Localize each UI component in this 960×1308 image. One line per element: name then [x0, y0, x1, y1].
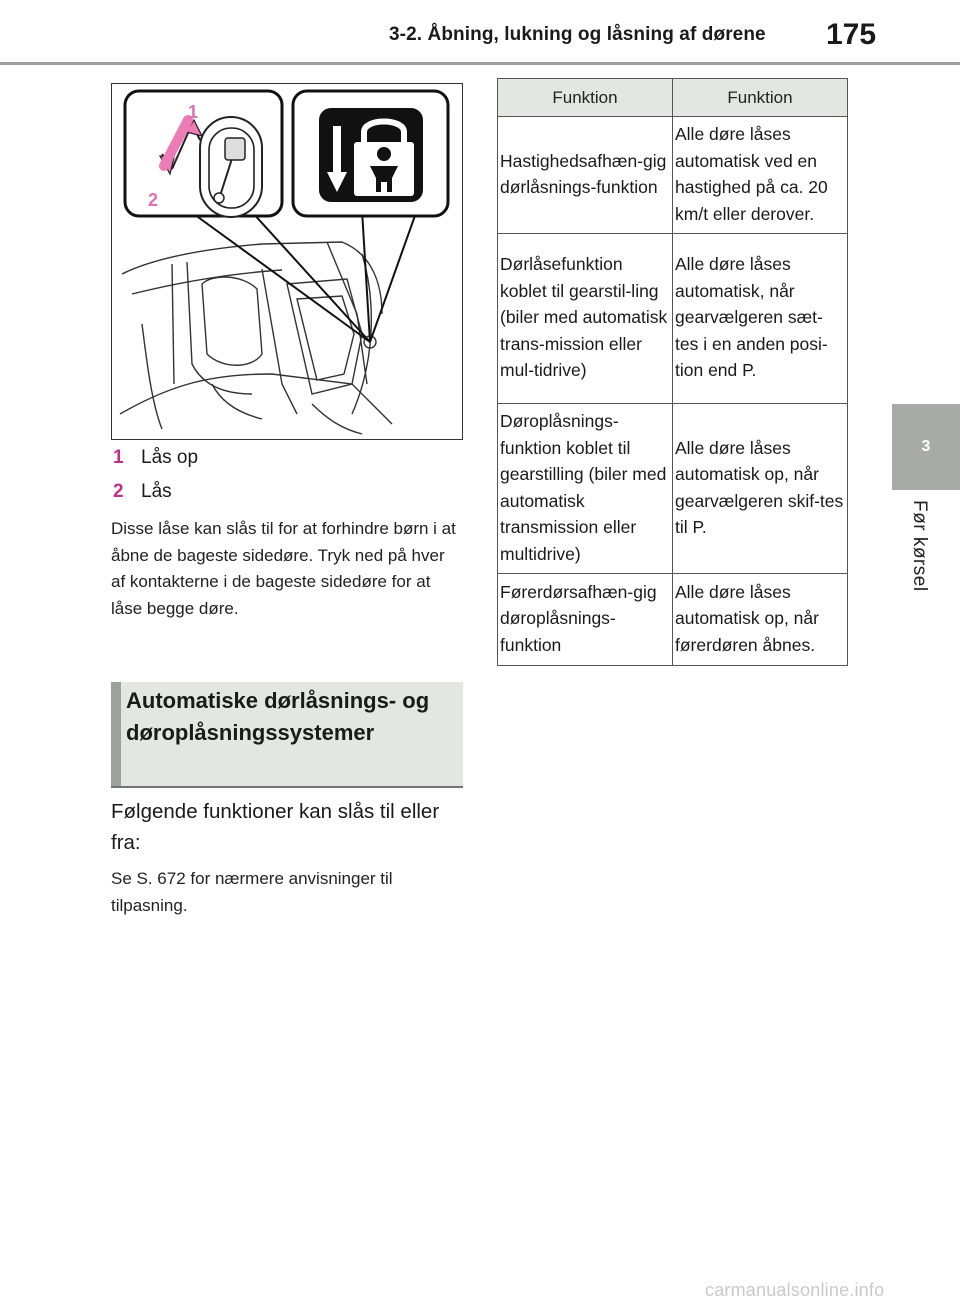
child-lock-illustration	[111, 83, 463, 440]
legend-label: Lås op	[141, 447, 199, 468]
section-heading: Automatiske dørlåsnings- og døroplåsningssystemer	[126, 688, 430, 745]
table-cell: Alle døre låses automatisk, når gearvælgeren sæt-tes i en anden posi-tion end P.	[673, 234, 848, 404]
legend-label: Lås	[141, 481, 172, 502]
legend-item-lock	[113, 481, 172, 503]
watermark: carmanualsonline.info	[705, 1280, 885, 1300]
chapter-label: Før kørsel	[909, 500, 930, 592]
table-row	[498, 574, 848, 666]
page-number: 175	[826, 18, 877, 51]
chapter-tab	[892, 404, 960, 490]
section-title: 3-2. Åbning, lukning og låsning af dørene	[389, 24, 766, 45]
table-cell: Førerdørsafhæn-gig døroplåsnings-funktion	[498, 574, 673, 666]
callout-2: 2	[148, 190, 159, 210]
child-lock-description: Disse låse kan slås til for at forhindre børn i at åbne de bageste sidedøre. Tryk ned på hver af kontakterne i de bageste sidedøre for at låse begge døre.	[111, 519, 456, 618]
section-note: Se S. 672 for nærmere anvisninger til tilpasning.	[111, 869, 393, 915]
table-cell: Alle døre låses automatisk ved en hastighed på ca. 20 km/t eller derover.	[673, 117, 848, 234]
column-header: Funktion	[673, 79, 848, 117]
callout-1: 1	[188, 102, 199, 122]
table-cell: Dørlåsefunktion koblet til gearstil-ling (biler med automatisk trans-mission eller mul-tidrive)	[498, 234, 673, 404]
section-heading-box	[111, 682, 463, 788]
legend-number: 2	[113, 481, 124, 502]
heading-accent-bar	[111, 682, 121, 786]
table-cell: Hastighedsafhæn-gig dørlåsnings-funktion	[498, 117, 673, 234]
legend-number: 1	[113, 447, 124, 468]
header-divider	[0, 62, 960, 65]
table-header-row	[498, 79, 848, 117]
table-row	[498, 234, 848, 404]
table-cell: Døroplåsnings-funktion koblet til gearstilling (biler med automatisk transmission eller multidrive)	[498, 404, 673, 574]
table-row	[498, 117, 848, 234]
section-body: Følgende funktioner kan slås til eller fra:	[111, 800, 440, 854]
legend-item-unlock	[113, 447, 198, 469]
function-table	[497, 78, 848, 666]
column-header: Funktion	[498, 79, 673, 117]
table-row	[498, 404, 848, 574]
chapter-number: 3	[921, 438, 931, 455]
table-cell: Alle døre låses automatisk op, når gearvælgeren skif-tes til P.	[673, 404, 848, 574]
child-lock-icon	[319, 108, 423, 202]
table-cell: Alle døre låses automatisk op, når førerdøren åbnes.	[673, 574, 848, 666]
